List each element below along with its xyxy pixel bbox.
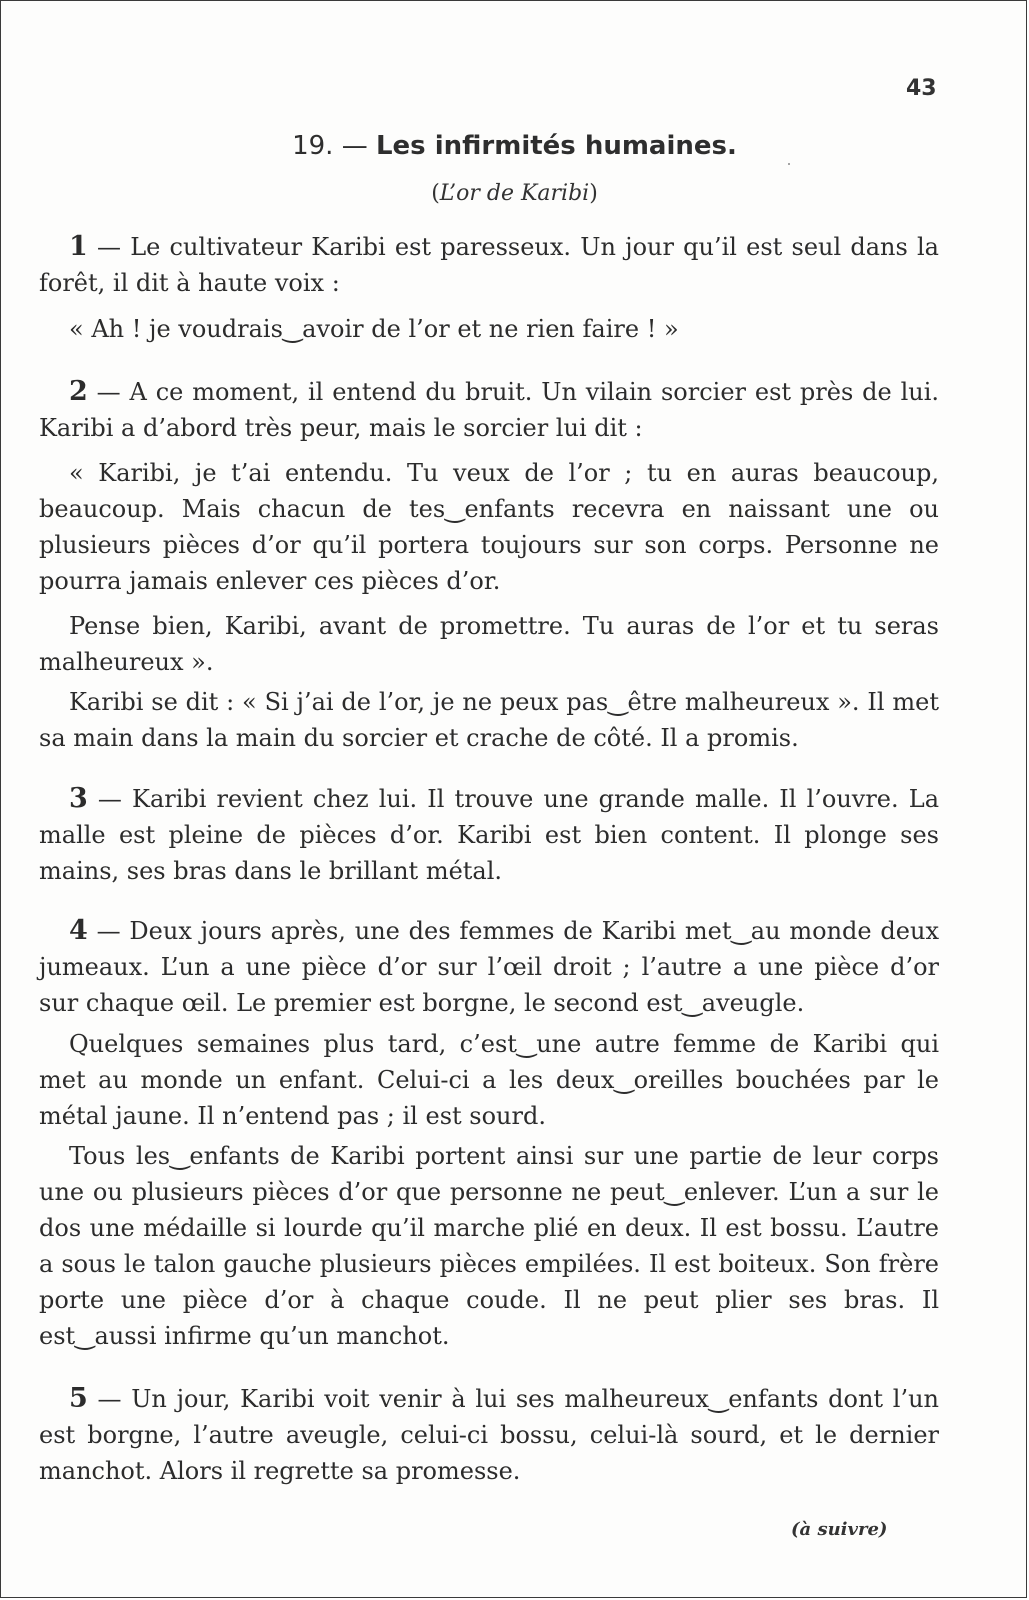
- paragraph-4-text: — Deux jours après, une des femmes de Karibi met‿au monde deux jumeaux. L’un a une pièce d’or sur l’œil droit ; l’autre a une pièce d’or sur chaque œil. Le premier est borgne, le second est‿aveugle.: [39, 917, 939, 1017]
- section-number-1: 1: [69, 231, 88, 262]
- page-number: 43: [906, 76, 937, 101]
- paragraph-2-warning: Pense bien, Karibi, avant de promettre. Tu auras de l’or et tu seras malheureux ».: [39, 612, 939, 676]
- paragraph-1-text: — Le cultivateur Karibi est paresseux. Un jour qu’il est seul dans la forêt, il dit à haute voix :: [39, 233, 939, 297]
- section-number-3: 3: [69, 783, 88, 814]
- subtitle-open-paren: (: [431, 181, 440, 206]
- paragraph-4-children: Tous les‿enfants de Karibi portent ainsi sur une partie de leur corps une ou plusieurs pièces d’or que personne ne peut‿enlever. L’un a sur le dos une médaille si lourde qu’il marche plié en deux. Il est bossu. L’autre a sous le talon gauche plusieurs pièces empilées. Il est boiteux. Son frère porte une pièce d’or à chaque coude. Il ne peut plier ses bras. Il est‿aussi infirme qu’un manchot.: [39, 1142, 939, 1350]
- paragraph-4: [39, 913, 939, 1021]
- paragraph-5-text: — Un jour, Karibi voit venir à lui ses malheureux‿enfants dont l’un est borgne, l’autre aveugle, celui-ci bossu, celui-là sourd, et le dernier manchot. Alors il regrette sa promesse.: [39, 1385, 939, 1485]
- chapter-number: 19. —: [292, 131, 368, 161]
- chapter-subtitle: [1, 181, 1028, 206]
- paragraph-3-text: — Karibi revient chez lui. Il trouve une grande malle. Il l’ouvre. La malle est pleine de pièces d’or. Karibi est bien content. Il plonge ses mains, ses bras dans le brillant métal.: [39, 785, 939, 885]
- paragraph-2-text: — A ce moment, il entend du bruit. Un vilain sorcier est près de lui. Karibi a d’abord très peur, mais le sorcier lui dit :: [39, 378, 939, 442]
- subtitle-text: L’or de Karibi: [439, 181, 590, 206]
- paragraph-4-deaf: Quelques semaines plus tard, c’est‿une autre femme de Karibi qui met au monde un enfant. Celui-ci a les deux‿oreilles bouchées par le métal jaune. Il n’entend pas ; il est sourd.: [39, 1030, 939, 1130]
- paragraph-2-quote: « Karibi, je t’ai entendu. Tu veux de l’or ; tu en auras beaucoup, beaucoup. Mais chacun de tes‿enfants recevra en naissant une ou plusieurs pièces d’or qu’il portera toujours sur son corps. Personne ne pourra jamais enlever ces pièces d’or.: [39, 459, 939, 595]
- to-be-continued: (à suivre): [791, 1519, 888, 1540]
- section-number-4: 4: [69, 915, 88, 946]
- section-number-2: 2: [69, 376, 88, 407]
- paragraph-1-quote: « Ah ! je voudrais‿avoir de l’or et ne rien faire ! »: [69, 315, 679, 343]
- paragraph-5: [39, 1381, 939, 1489]
- chapter-title-text: Les infirmités humaines.: [375, 131, 737, 161]
- paragraph-3: [39, 781, 939, 889]
- chapter-title: [1, 131, 1028, 161]
- paragraph-1: [39, 229, 939, 301]
- paragraph-2: [39, 374, 939, 446]
- subtitle-close-paren: ): [589, 181, 598, 206]
- paragraph-2-promise: Karibi se dit : « Si j’ai de l’or, je ne peux pas‿être malheureux ». Il met sa main dans la main du sorcier et crache de côté. Il a promis.: [39, 688, 939, 752]
- paper-speck: [788, 163, 790, 165]
- section-number-5: 5: [69, 1383, 88, 1414]
